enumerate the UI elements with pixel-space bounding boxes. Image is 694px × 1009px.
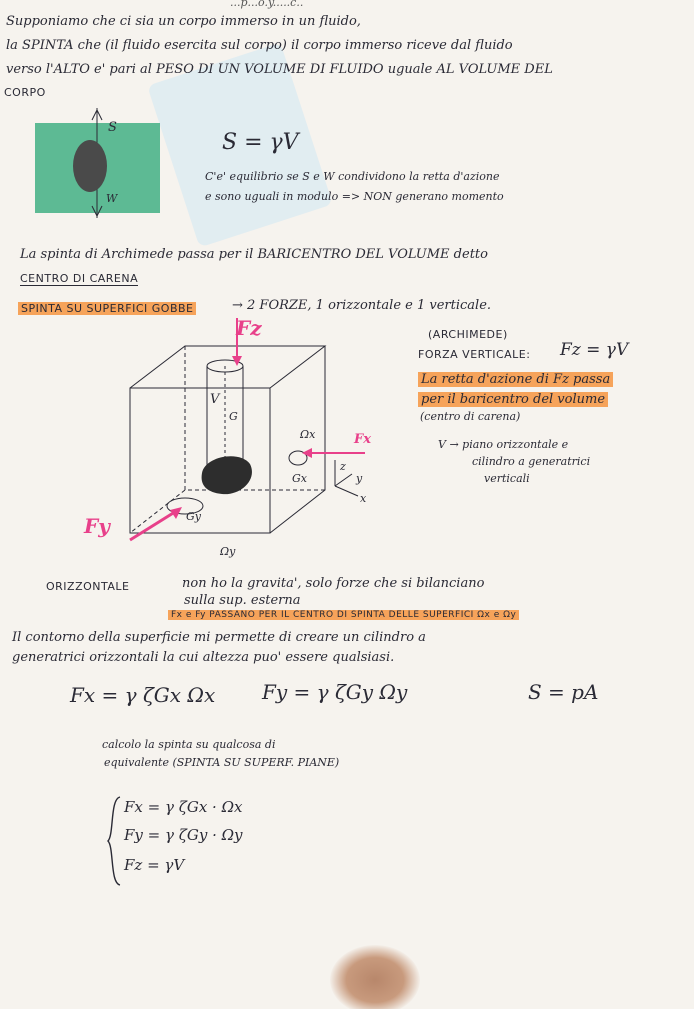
system-eq-3: Fz = γV [124,856,185,874]
label-gx: Gx [292,472,307,485]
horizontal-text-3: Fx e Fy PASSANO PER IL CENTRO DI SPINTA DELLE SUPERFICI Ωx e Ωy [168,610,519,620]
curved-surfaces-title: SPINTA SU SUPERFICI GOBBE [18,302,196,315]
contour-line-1: Il contorno della superficie mi permette di creare un cilindro a [12,630,426,645]
header-fragment: ...p...o.y.....c.. [230,0,304,9]
curved-surfaces-forces: → 2 FORZE, 1 orizzontale e 1 verticale. [232,298,492,313]
v-note-3: verticali [484,472,530,485]
archimede-line-1: La spinta di Archimede passa per il BARICENTRO DEL VOLUME detto [20,247,488,262]
v-note-1: V → piano orizzontale e [438,438,569,451]
equilibrium-note-1: C'e' equilibrio se S e W condividono la retta d'azione [205,170,500,183]
carena-note: (centro di carena) [420,410,521,423]
cube-top-face [130,346,325,388]
label-fy: Fy [84,514,110,538]
cube-right-face [270,346,325,533]
label-v: V [210,392,220,407]
curved-surface-body [202,456,252,494]
calc-note-1: calcolo la spinta su qualcosa di [102,738,276,751]
intro-line-2: la SPINTA che (il fluido esercita sul corpo) il corpo immerso riceve dal fluido [6,38,513,53]
label-fx: Fx [354,432,371,447]
label-axis-z: z [340,460,346,473]
label-g: G [229,410,238,423]
label-omega-x: Ωx [300,428,316,441]
formula-s-gamma-v: S = γV [222,130,299,155]
calc-note-2: equivalente (SPINTA SU SUPERF. PIANE) [104,756,340,769]
system-eq-1: Fx = γ ζGx · Ωx [124,798,243,816]
formula-fx: Fx = γ ζGx Ωx [70,683,216,707]
horizontal-text-2: sulla sup. esterna [184,593,301,608]
label-omega-y: Ωy [220,545,236,558]
cube-hidden-edges [130,346,325,533]
y-axis [335,474,352,486]
v-note-2: cilindro a generatrici [472,455,591,468]
contour-line-2: generatrici orizzontali la cui altezza puo' essere qualsiasi. [12,650,395,665]
intro-line-3: verso l'ALTO e' pari al PESO DI UN VOLUME DI FLUIDO uguale AL VOLUME DEL [6,62,553,77]
fy-arrow-line [130,510,178,540]
system-brace [104,795,124,887]
horizontal-text-1: non ho la gravita', solo forze che si bilanciano [182,576,485,591]
intro-line-4: CORPO [4,86,46,99]
label-fz: Fz [236,316,262,340]
label-w: W [106,192,118,205]
highlight-line-2: per il baricentro del volume [418,392,608,407]
immersed-body [73,140,107,192]
buoyancy-figure [30,108,170,218]
label-axis-y: y [356,472,363,485]
horizontal-label: ORIZZONTALE [46,580,130,593]
highlight-line-1: La retta d'azione di Fz passa [418,372,613,387]
x-axis [335,486,358,496]
label-gy: Gy [186,510,202,523]
vertical-force-label: FORZA VERTICALE: [418,348,531,361]
archimede-label: (ARCHIMEDE) [428,328,508,341]
label-axis-x: x [360,492,367,505]
intro-line-1: Supponiamo che ci sia un corpo immerso in un fluido, [6,14,361,29]
formula-fy: Fy = γ ζGy Ωy [262,680,408,704]
fingertip [330,945,420,1009]
formula-s-pa: S = pA [528,680,599,704]
equilibrium-note-2: e sono uguali in modulo => NON generano momento [205,190,504,203]
system-eq-2: Fy = γ ζGy · Ωy [124,826,243,844]
label-s: S [108,120,117,135]
archimede-line-2: CENTRO DI CARENA [20,272,139,285]
vertical-force-formula: Fz = γV [560,340,629,360]
